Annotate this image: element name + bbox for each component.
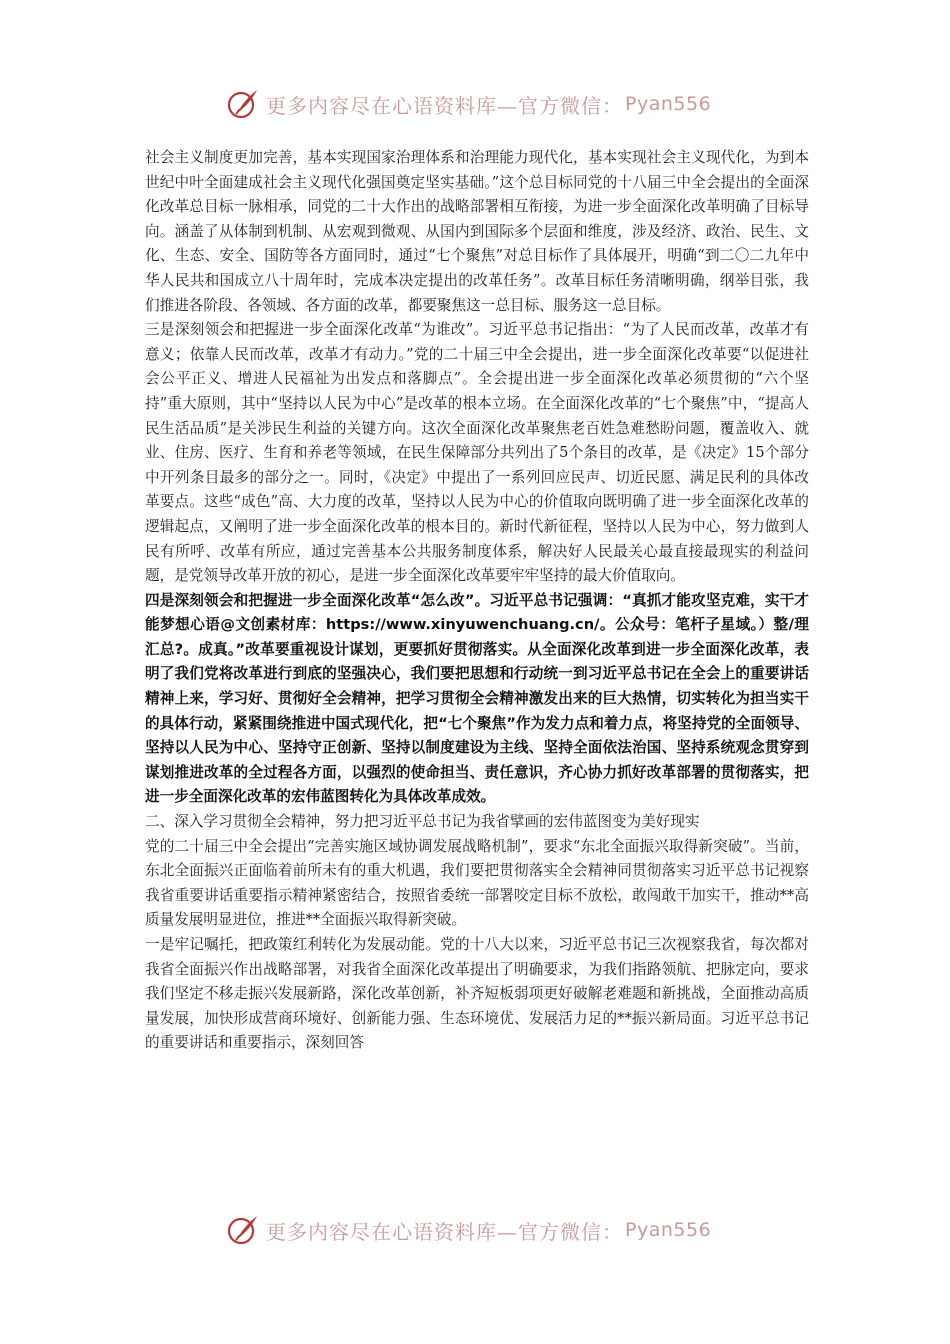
paragraph-3-bold: 四是深刻领会和把握进一步全面深化改革“怎么改”。习近平总书记强调：“真抓才能攻坚克难，实干才能梦想心语@文创素材库：https://www.xinyuwenchuang.cn/。公众号：笔杆子星域。）整/理汇总?。成真。”改革要重视设计谋划，更要抓好贯彻落实。从全面深化改革到进一步全面深化改革，表明了我们党将改革进行到底的坚强决心，我们要把思想和行动统一到习近平总书记在全会上的重要讲话精神上来，学习好、贯彻好全会精神，把学习贯彻全会精神激发出来的巨大热情，切实转化为担当实干的具体行动，紧紧围绕推进中国式现代化，把“七个聚焦”作为发力点和着力点，将坚持党的全面领导、坚持以人民为中心、坚持守正创新、坚持以制度建设为主线、坚持全面依法治国、坚持系统观念贯穿到谋划推进改革的全过程各方面，以强烈的使命担当、责任意识，齐心协力抓好改革部署的贯彻落实，把进一步全面深化改革的宏伟蓝图转化为具体改革成效。 xyxy=(145,591,809,806)
paragraph-2: 三是深刻领会和把握进一步全面深化改革“为谁改”。习近平总书记指出：“为了人民而改革，改革才有意义；依靠人民而改革，改革才有动力。”党的二十届三中全会提出，进一步全面深化改革要“以促进社会公平正义、增进人民福祉为出发点和落脚点”。全会提出进一步全面深化改革必须贯彻的“六个坚持”重大原则，其中“坚持以人民为中心”是改革的根本立场。在全面深化改革的“七个聚焦”中，“提高人民生活品质”是关涉民生利益的关键方向。这次全面深化改革聚焦老百姓急难愁盼问题，覆盖收入、就业、住房、医疗、生育和养老等领域，在民生保障部分共列出了5个条目的改革，是《决定》15个部分中开列条目最多的部分之一。同时，《决定》中提出了一系列回应民声、切近民愿、满足民利的具体改革要点。这些“成色”高、大力度的改革，坚持以人民为中心的价值取向既明确了进一步全面深化改革的逻辑起点，又阐明了进一步全面深化改革的根本目的。新时代新征程，坚持以人民为中心，努力做到人民有所呼、改革有所应，通过完善基本公共服务制度体系，解决好人民最关心最直接最现实的利益问题，是党领导改革开放的初心，是进一步全面深化改革要牢牢坚持的最大价值取向。 xyxy=(145,321,809,585)
document-body xyxy=(145,146,809,1056)
header-banner xyxy=(226,84,726,124)
section-heading: 二、深入学习贯彻全会精神，努力把习近平总书记为我省擘画的宏伟蓝图变为美好现实 xyxy=(145,813,700,831)
banner-wechat-id: Pyan556 xyxy=(625,1219,712,1241)
paragraph-6: 一是牢记嘱托，把政策红利转化为发展动能。党的十八大以来，习近平总书记三次视察我省，每次都对我省全面振兴作出战略部署，对我省全面深化改革提出了明确要求，为我们指路领航、把脉定向，要求我们坚定不移走振兴发展新路，深化改革创新，补齐短板弱项更好破解老难题和新挑战，全面推动高质量发展，加快形成营商环境好、创新能力强、生态环境优、发展活力足的**振兴新局面。习近平总书记的重要讲话和重要指示，深刻回答 xyxy=(145,936,809,1052)
banner-text: 更多内容尽在心语资料库—官方微信： xyxy=(266,93,623,118)
banner-text: 更多内容尽在心语资料库—官方微信： xyxy=(266,1219,623,1244)
quill-pen-in-circle-icon xyxy=(226,87,260,121)
quill-pen-in-circle-icon xyxy=(226,1213,260,1247)
paragraph-5: 党的二十届三中全会提出“完善实施区域协调发展战略机制”，要求“东北全面振兴取得新突破”。当前，东北全面振兴正面临着前所未有的重大机遇，我们要把贯彻落实全会精神同贯彻落实习近平总书记视察我省重要讲话重要指示精神紧密结合，按照省委统一部署咬定目标不放松，敢闯敢干加实干，推动**高质量发展明显进位，推进**全面振兴取得新突破。 xyxy=(145,837,809,929)
paragraph-1: 社会主义制度更加完善，基本实现国家治理体系和治理能力现代化，基本实现社会主义现代化，为到本世纪中叶全面建成社会主义现代化强国奠定坚实基础。”这个总目标同党的十八届三中全会提出的全面深化改革总目标一脉相承，同党的二十大作出的战略部署相互衔接，为进一步全面深化改革明确了目标导向。涵盖了从体制到机制、从宏观到微观、从国内到国际多个层面和维度，涉及经济、政治、民生、文化、生态、安全、国防等各方面同时，通过“七个聚焦”对总目标作了具体展开，明确“到二〇二九年中华人民共和国成立八十周年时，完成本决定提出的改革任务”。改革目标任务清晰明确，纲举目张，我们推进各阶段、各领域、各方面的改革，都要聚焦这一总目标、服务这一总目标。 xyxy=(145,149,809,314)
banner-wechat-id: Pyan556 xyxy=(625,93,712,115)
footer-banner xyxy=(226,1210,726,1250)
